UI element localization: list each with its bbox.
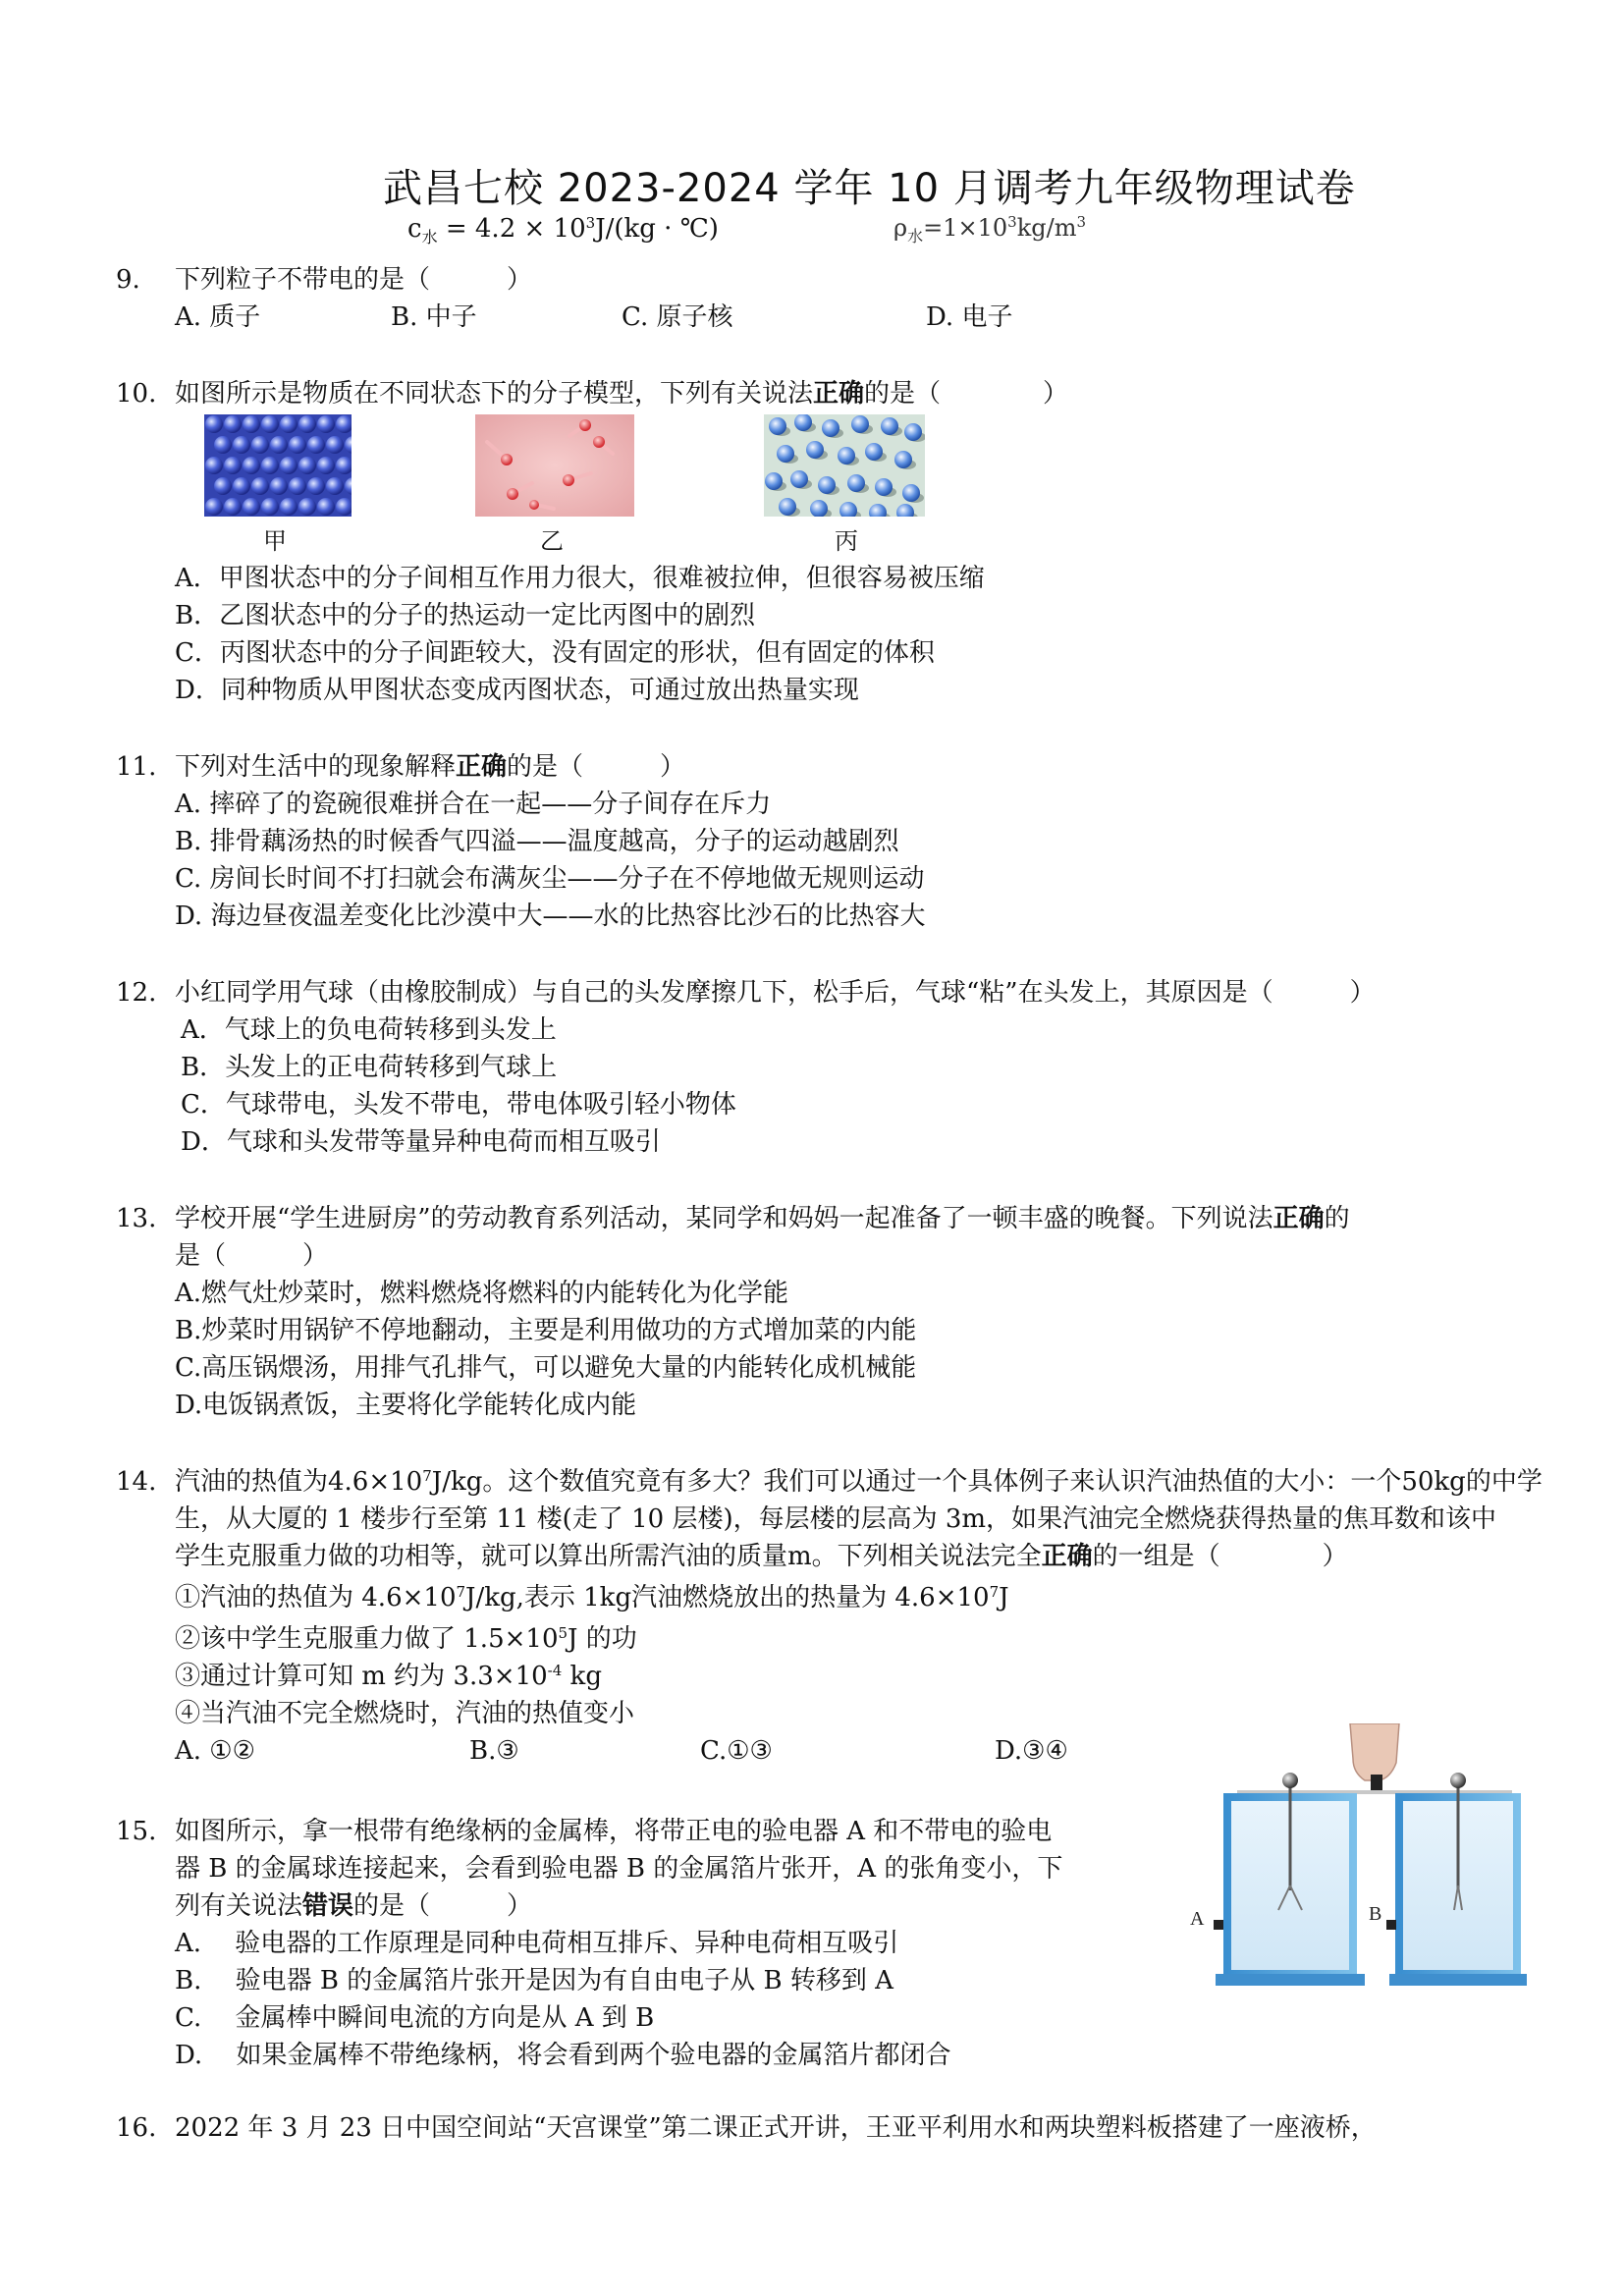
question-number: 11. xyxy=(116,752,157,782)
option-d[interactable]: D. 如果金属棒不带绝缘柄，将会看到两个验电器的金属箔片都闭合 xyxy=(175,2041,951,2070)
option-d[interactable]: D.电饭锅煮饭，主要将化学能转化成内能 xyxy=(175,1391,637,1420)
question-stem: 2022 年 3 月 23 日中国空间站“天宫课堂”第二课正式开讲，王亚平利用水和两块塑料板搭建了一座液桥， xyxy=(175,2113,1377,2143)
option-a[interactable]: A. 摔碎了的瓷碗很难拼合在一起——分子间存在斥力 xyxy=(175,790,772,819)
question-stem: 学校开展“学生进厨房”的劳动教育系列活动，某同学和妈妈一起准备了一顿丰盛的晚餐。下列说法正确的 xyxy=(175,1204,1350,1233)
option-d[interactable]: D．气球和头发带等量异种电荷而相互吸引 xyxy=(181,1127,661,1157)
question-number: 16. xyxy=(116,2113,157,2143)
option-c[interactable]: C.高压锅煨汤，用排气孔排气，可以避免大量的内能转化成机械能 xyxy=(175,1353,917,1383)
page-title: 武昌七校 2023-2024 学年 10 月调考九年级物理试卷 xyxy=(383,166,1356,211)
question-11 xyxy=(116,748,1530,935)
image-label-bing: 丙 xyxy=(835,527,858,555)
emphasis-correct: 正确 xyxy=(456,752,508,782)
electroscope-figure xyxy=(1188,1723,1542,2018)
solid-molecule-image xyxy=(204,414,352,517)
question-stem: 如图所示是物质在不同状态下的分子模型，下列有关说法正确的是（ ） xyxy=(175,379,1069,409)
option-b[interactable]: B．头发上的正电荷转移到气球上 xyxy=(181,1053,558,1082)
option-c[interactable]: C．气球带电，头发不带电，带电体吸引轻小物体 xyxy=(181,1090,736,1120)
emphasis-wrong: 错误 xyxy=(302,1891,354,1921)
option-c[interactable]: C. 房间长时间不打扫就会布满灰尘——分子在不停地做无规则运动 xyxy=(175,864,925,894)
question-number: 12. xyxy=(116,978,157,1008)
option-d[interactable]: D.③④ xyxy=(995,1736,1068,1766)
statement-4: ④当汽油不完全燃烧时，汽油的热值变小 xyxy=(175,1699,635,1728)
statement-1: ①汽油的热值为 $4.6\times 10^7J/kg$,表示 1kg汽油燃烧放出的热量为 $4.6\times 10^7J$ xyxy=(175,1583,1009,1612)
figure-label-a: A xyxy=(1190,1908,1205,1930)
option-b[interactable]: B．乙图状态中的分子的热运动一定比丙图中的剧烈 xyxy=(175,601,756,630)
options-row xyxy=(175,299,1530,336)
gas-molecule-image xyxy=(475,414,634,517)
question-10 xyxy=(116,375,1530,709)
emphasis-correct: 正确 xyxy=(1272,1204,1325,1233)
option-b[interactable]: B. 验电器 B 的金属箔片张开是因为有自由电子从 B 转移到 A xyxy=(175,1966,893,1995)
option-a[interactable]: A. 质子 xyxy=(175,302,261,332)
electroscope-b xyxy=(1386,1773,1527,1986)
option-c[interactable]: C. 原子核 xyxy=(622,302,733,332)
option-d[interactable]: D. 海边昼夜温差变化比沙漠中大——水的比热容比沙石的比热容大 xyxy=(175,902,926,931)
option-c[interactable]: C. 金属棒中瞬间电流的方向是从 A 到 B xyxy=(175,2003,655,2033)
option-a[interactable]: A. ①② xyxy=(175,1736,255,1766)
question-13 xyxy=(116,1200,1530,1424)
question-stem: 如图所示，拿一根带有绝缘柄的金属棒，将带正电的验电器 A 和不带电的验电 xyxy=(175,1817,1053,1846)
question-stem-cont: 生，从大厦的 1 楼步行至第 11 楼(走了 10 层楼)，每层楼的层高为 3m，如果汽油完全燃烧获得热量的焦耳数和该中 xyxy=(175,1504,1497,1534)
question-number: 14. xyxy=(116,1467,157,1497)
statement-2: ②该中学生克服重力做了 $1.5\times 10^5J$ 的功 xyxy=(175,1624,637,1654)
option-a[interactable]: A.燃气灶炒菜时，燃料燃烧将燃料的内能转化为化学能 xyxy=(175,1279,789,1308)
hand-icon xyxy=(1350,1723,1399,1790)
question-16 xyxy=(116,2109,1530,2147)
question-stem-cont: 器 B 的金属球连接起来，会看到验电器 B 的金属箔片张开，A 的张角变小，下 xyxy=(175,1854,1063,1884)
question-stem: 下列粒子不带电的是（ ） xyxy=(175,265,533,295)
option-a[interactable]: A. 验电器的工作原理是同种电荷相互排斥、异种电荷相互吸引 xyxy=(175,1929,899,1958)
molecule-models xyxy=(175,412,1530,560)
question-stem: 汽油的热值为$4.6\times 10^7J/kg$。这个数值究竟有多大？我们可以通过一个具体例子来认识汽油热值的大小：一个50kg的中学 xyxy=(175,1467,1543,1497)
question-stem-cont: 学生克服重力做的功相等，就可以算出所需汽油的质量m。下列相关说法完全正确的一组是（ ） xyxy=(175,1542,1348,1571)
option-b[interactable]: B. 排骨藕汤热的时候香气四溢——温度越高，分子的运动越剧烈 xyxy=(175,827,899,856)
liquid-molecule-image xyxy=(764,414,925,517)
option-d[interactable]: D．同种物质从甲图状态变成丙图状态，可通过放出热量实现 xyxy=(175,676,859,705)
emphasis-correct: 正确 xyxy=(1041,1542,1093,1571)
option-d[interactable]: D. 电子 xyxy=(926,302,1013,332)
electroscope-a xyxy=(1214,1773,1365,1986)
question-stem: 小红同学用气球（由橡胶制成）与自己的头发摩擦几下，松手后，气球“粘”在头发上，其原因是（ ） xyxy=(175,978,1376,1008)
question-stem-cont: 列有关说法错误的是（ ） xyxy=(175,1891,533,1921)
option-a[interactable]: A．气球上的负电荷转移到头发上 xyxy=(181,1015,557,1045)
emphasis-correct: 正确 xyxy=(813,379,865,409)
question-number: 10. xyxy=(116,379,157,409)
option-b[interactable]: B. 中子 xyxy=(391,302,477,332)
image-label-jia: 甲 xyxy=(263,527,287,555)
question-stem: 下列对生活中的现象解释正确的是（ ） xyxy=(175,752,686,782)
question-9 xyxy=(116,261,1530,336)
question-number: 9. xyxy=(116,265,140,295)
question-stem-cont: 是（ ） xyxy=(175,1241,329,1271)
option-c[interactable]: C.①③ xyxy=(700,1736,773,1766)
question-number: 13. xyxy=(116,1204,157,1233)
question-number: 15. xyxy=(116,1817,157,1846)
figure-label-b: B xyxy=(1369,1903,1382,1925)
option-a[interactable]: A．甲图状态中的分子间相互作用力很大，很难被拉伸，但很容易被压缩 xyxy=(175,564,985,593)
question-12 xyxy=(116,974,1530,1161)
statement-3: ③通过计算可知 m 约为 $3.3\times 10^{-4}$ kg xyxy=(175,1662,602,1691)
specific-heat-constant: $c_水 = 4.2 \times 10^3J/(kg$ · ℃) xyxy=(407,214,719,246)
image-label-yi: 乙 xyxy=(540,527,564,555)
option-c[interactable]: C．丙图状态中的分子间距较大，没有固定的形状，但有固定的体积 xyxy=(175,638,935,668)
option-b[interactable]: B.炒菜时用锅铲不停地翻动，主要是利用做功的方式增加菜的内能 xyxy=(175,1316,917,1345)
option-b[interactable]: B.③ xyxy=(469,1736,519,1766)
density-constant: $\rho_水=1\times 10^3kg/m^3$ xyxy=(893,213,1086,246)
